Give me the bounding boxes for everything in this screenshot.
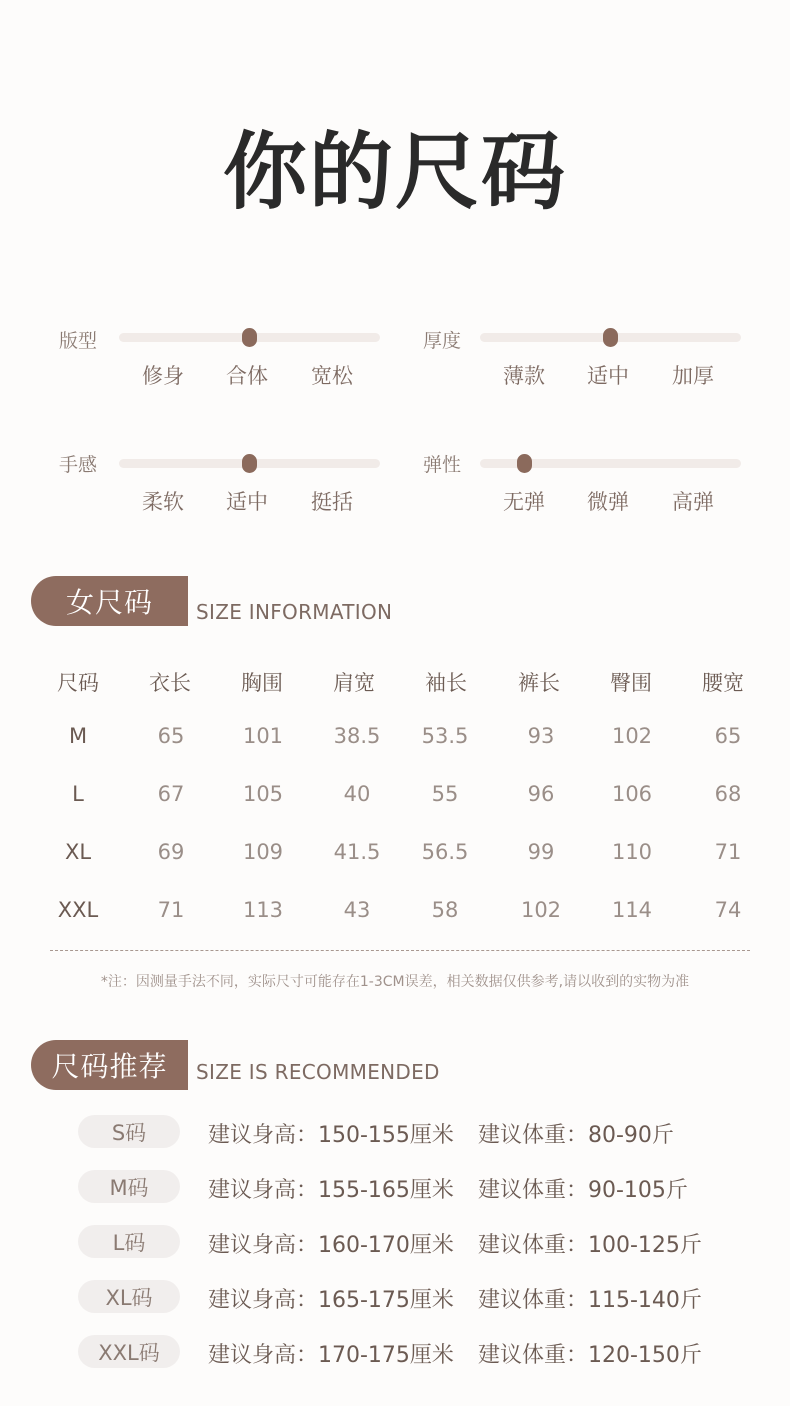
table-cell: 56.5 — [421, 840, 469, 864]
table-cell: 69 — [157, 840, 185, 864]
attribute-option: 加厚 — [672, 364, 714, 388]
table-header: 尺码 — [57, 671, 99, 695]
attribute-option: 高弹 — [672, 490, 714, 514]
table-cell: 110 — [611, 840, 653, 864]
table-header: 臀围 — [610, 671, 652, 695]
attribute-option: 合体 — [226, 364, 268, 388]
table-cell: 102 — [520, 898, 562, 922]
table-cell: 55 — [431, 782, 459, 806]
attribute-track — [119, 459, 380, 468]
table-cell: XXL — [57, 898, 99, 922]
attribute-knob — [517, 454, 532, 473]
table-cell: L — [72, 782, 84, 806]
size-pill: XXL码 — [78, 1335, 180, 1368]
table-cell: 105 — [242, 782, 284, 806]
recommended-height: 建议身高：155-165厘米 — [208, 1178, 454, 1203]
table-cell: 102 — [611, 724, 653, 748]
table-cell: 74 — [714, 898, 742, 922]
recommended-weight: 建议体重：80-90斤 — [478, 1123, 674, 1148]
recommend-section-tag: 尺码推荐 — [31, 1040, 188, 1090]
recommended-height: 建议身高：165-175厘米 — [208, 1288, 454, 1313]
table-cell: 65 — [714, 724, 742, 748]
page-title: 你的尺码 — [222, 123, 567, 221]
table-cell: 96 — [527, 782, 555, 806]
table-cell: 41.5 — [333, 840, 381, 864]
table-cell: 43 — [343, 898, 371, 922]
size-section-tag: 女尺码 — [31, 576, 188, 626]
attribute-track — [480, 333, 741, 342]
size-pill: XL码 — [78, 1280, 180, 1313]
recommended-height: 建议身高：160-170厘米 — [208, 1233, 454, 1258]
size-section-subtitle: SIZE INFORMATION — [196, 600, 393, 624]
attribute-track — [119, 333, 380, 342]
recommend-section-subtitle: SIZE IS RECOMMENDED — [196, 1060, 440, 1084]
table-cell: 106 — [611, 782, 653, 806]
table-cell: 53.5 — [421, 724, 469, 748]
attribute-option: 薄款 — [503, 364, 545, 388]
attribute-label: 厚度 — [423, 330, 462, 352]
table-cell: 113 — [242, 898, 284, 922]
recommended-weight: 建议体重：115-140斤 — [478, 1288, 702, 1313]
attribute-label: 手感 — [59, 454, 98, 476]
attribute-option: 宽松 — [311, 364, 353, 388]
attribute-knob — [603, 328, 618, 347]
attribute-option: 挺括 — [311, 490, 353, 514]
table-cell: 71 — [714, 840, 742, 864]
attribute-knob — [242, 328, 257, 347]
attribute-knob — [242, 454, 257, 473]
size-pill: M码 — [78, 1170, 180, 1203]
table-cell: 93 — [527, 724, 555, 748]
table-cell: 68 — [714, 782, 742, 806]
attribute-label: 弹性 — [423, 454, 462, 476]
table-cell: 67 — [157, 782, 185, 806]
recommended-weight: 建议体重：120-150斤 — [478, 1343, 702, 1368]
attribute-option: 适中 — [226, 490, 268, 514]
size-pill: S码 — [78, 1115, 180, 1148]
table-header: 腰宽 — [702, 671, 744, 695]
attribute-option: 微弹 — [587, 490, 629, 514]
attribute-option: 修身 — [142, 364, 184, 388]
table-header: 肩宽 — [333, 671, 375, 695]
table-cell: 40 — [343, 782, 371, 806]
attribute-option: 柔软 — [142, 490, 184, 514]
attribute-option: 无弹 — [503, 490, 545, 514]
recommended-height: 建议身高：170-175厘米 — [208, 1343, 454, 1368]
table-header: 衣长 — [149, 671, 191, 695]
table-cell: 101 — [242, 724, 284, 748]
table-cell: 114 — [611, 898, 653, 922]
recommended-weight: 建议体重：100-125斤 — [478, 1233, 702, 1258]
table-cell: 99 — [527, 840, 555, 864]
table-header: 裤长 — [518, 671, 560, 695]
table-cell: 109 — [242, 840, 284, 864]
table-cell: 58 — [431, 898, 459, 922]
table-header: 胸围 — [241, 671, 283, 695]
attribute-option: 适中 — [587, 364, 629, 388]
table-cell: 38.5 — [333, 724, 381, 748]
recommended-height: 建议身高：150-155厘米 — [208, 1123, 454, 1148]
measurement-note: *注：因测量手法不同，实际尺寸可能存在1-3CM误差，相关数据仅供参考,请以收到的实物为准 — [100, 974, 690, 990]
attribute-track — [480, 459, 741, 468]
table-cell: M — [68, 724, 88, 748]
recommended-weight: 建议体重：90-105斤 — [478, 1178, 688, 1203]
table-cell: XL — [64, 840, 92, 864]
dashed-divider — [50, 950, 750, 951]
table-cell: 65 — [157, 724, 185, 748]
attribute-label: 版型 — [59, 330, 98, 352]
table-header: 袖长 — [425, 671, 467, 695]
size-pill: L码 — [78, 1225, 180, 1258]
table-cell: 71 — [157, 898, 185, 922]
